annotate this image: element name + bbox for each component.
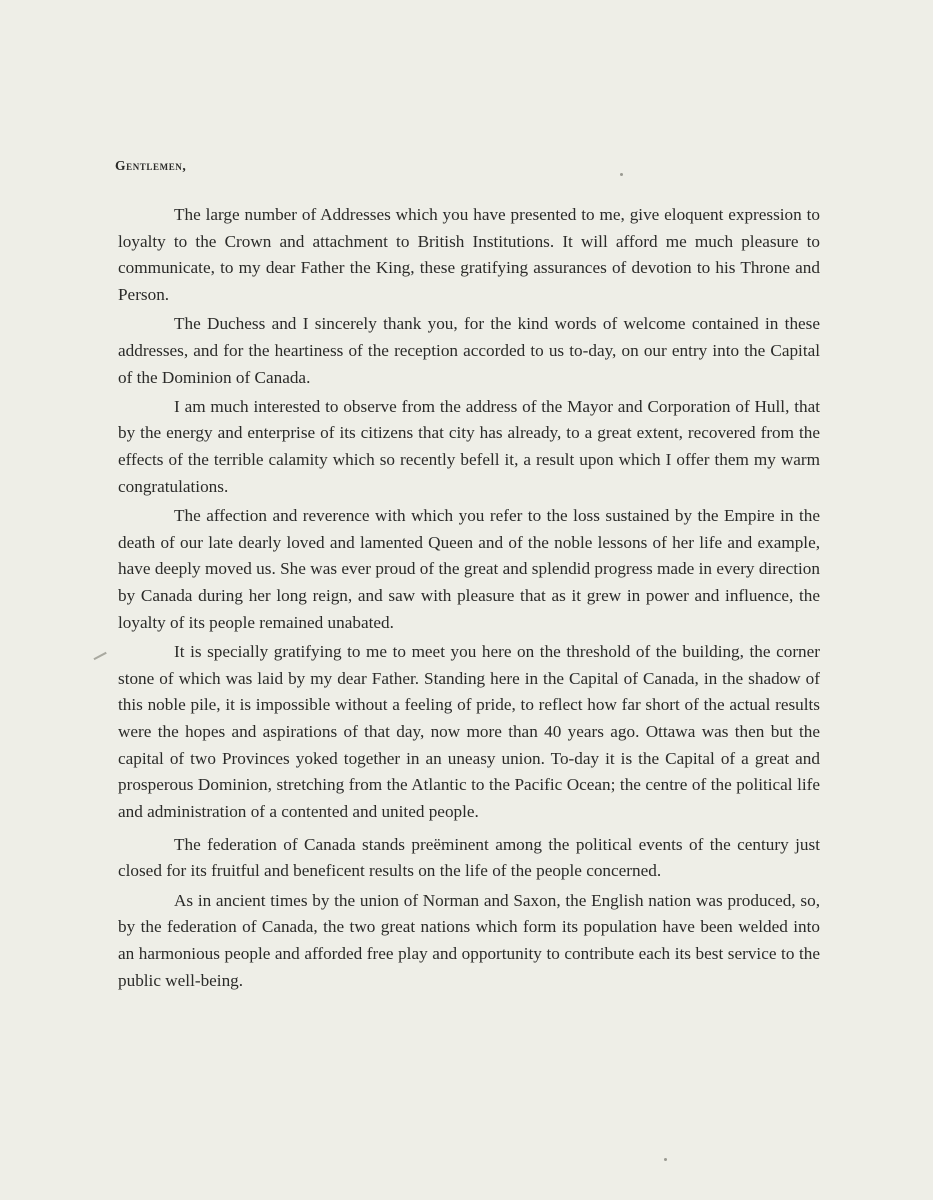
paragraph-queen: The affection and reverence with which you refer to the loss sustained by the Empire in the death of our late dearly loved and lamented Queen and of the noble lessons of her life and example, have deeply moved us. She was ever proud of the great and splendid progress made in every direction by Canada during her long reign, and saw with pleasure that as it grew in power and influence, the loyalty of its people remained unabated.: [118, 505, 820, 632]
paragraph-federation: The federation of Canada stands preëminent among the political events of the century just closed for its fruitful and beneficent results on the life of the people concerned.: [118, 834, 820, 881]
paragraph-union: As in ancient times by the union of Norman and Saxon, the English nation was produced, so, by the federation of Canada, the two great nations which form its population have been welded into an harmonious people and afforded free play and opportunity to contribute each its best service to the public well-being.: [118, 890, 820, 990]
paragraph-capital: It is specially gratifying to me to meet you here on the threshold of the building, the corner stone of which was laid by my dear Father. Standing here in the Capital of Canada, in the shadow of this noble pile, it is impossible without a feeling of pride, to reflect how far short of the actual results were the hopes and aspirations of that day, now more than 40 years ago. Ottawa was then but the capital of two Provinces yoked together in an uneasy union. To-day it is the Capital of a great and prosperous Dominion, stretching from the Atlantic to the Pacific Ocean; the centre of the political life and administration of a contented and united people.: [118, 641, 820, 822]
letter-body: [118, 202, 820, 997]
paper-speck: [620, 173, 623, 176]
paragraph-addresses: The large number of Addresses which you have presented to me, give eloquent expression to loyalty to the Crown and attachment to British Institutions. It will afford me much pleasure to communicate, to my dear Father the King, these gratifying assurances of devotion to his Throne and Person.: [118, 205, 820, 305]
salutation: Gentlemen,: [115, 158, 187, 173]
paragraph-hull: I am much interested to observe from the address of the Mayor and Corporation of Hull, that by the energy and enterprise of its citizens that city has already, to a great extent, recovered from the effects of the terrible calamity which so recently befell it, a result upon which I offer them my warm congratulations.: [118, 396, 820, 496]
paragraph-welcome: The Duchess and I sincerely thank you, for the kind words of welcome contained in these addresses, and for the heartiness of the reception accorded to us to-day, on our entry into the Capital of the Dominion of Canada.: [118, 314, 820, 387]
paper-speck: [664, 1158, 667, 1161]
margin-pencil-mark: [93, 652, 106, 660]
